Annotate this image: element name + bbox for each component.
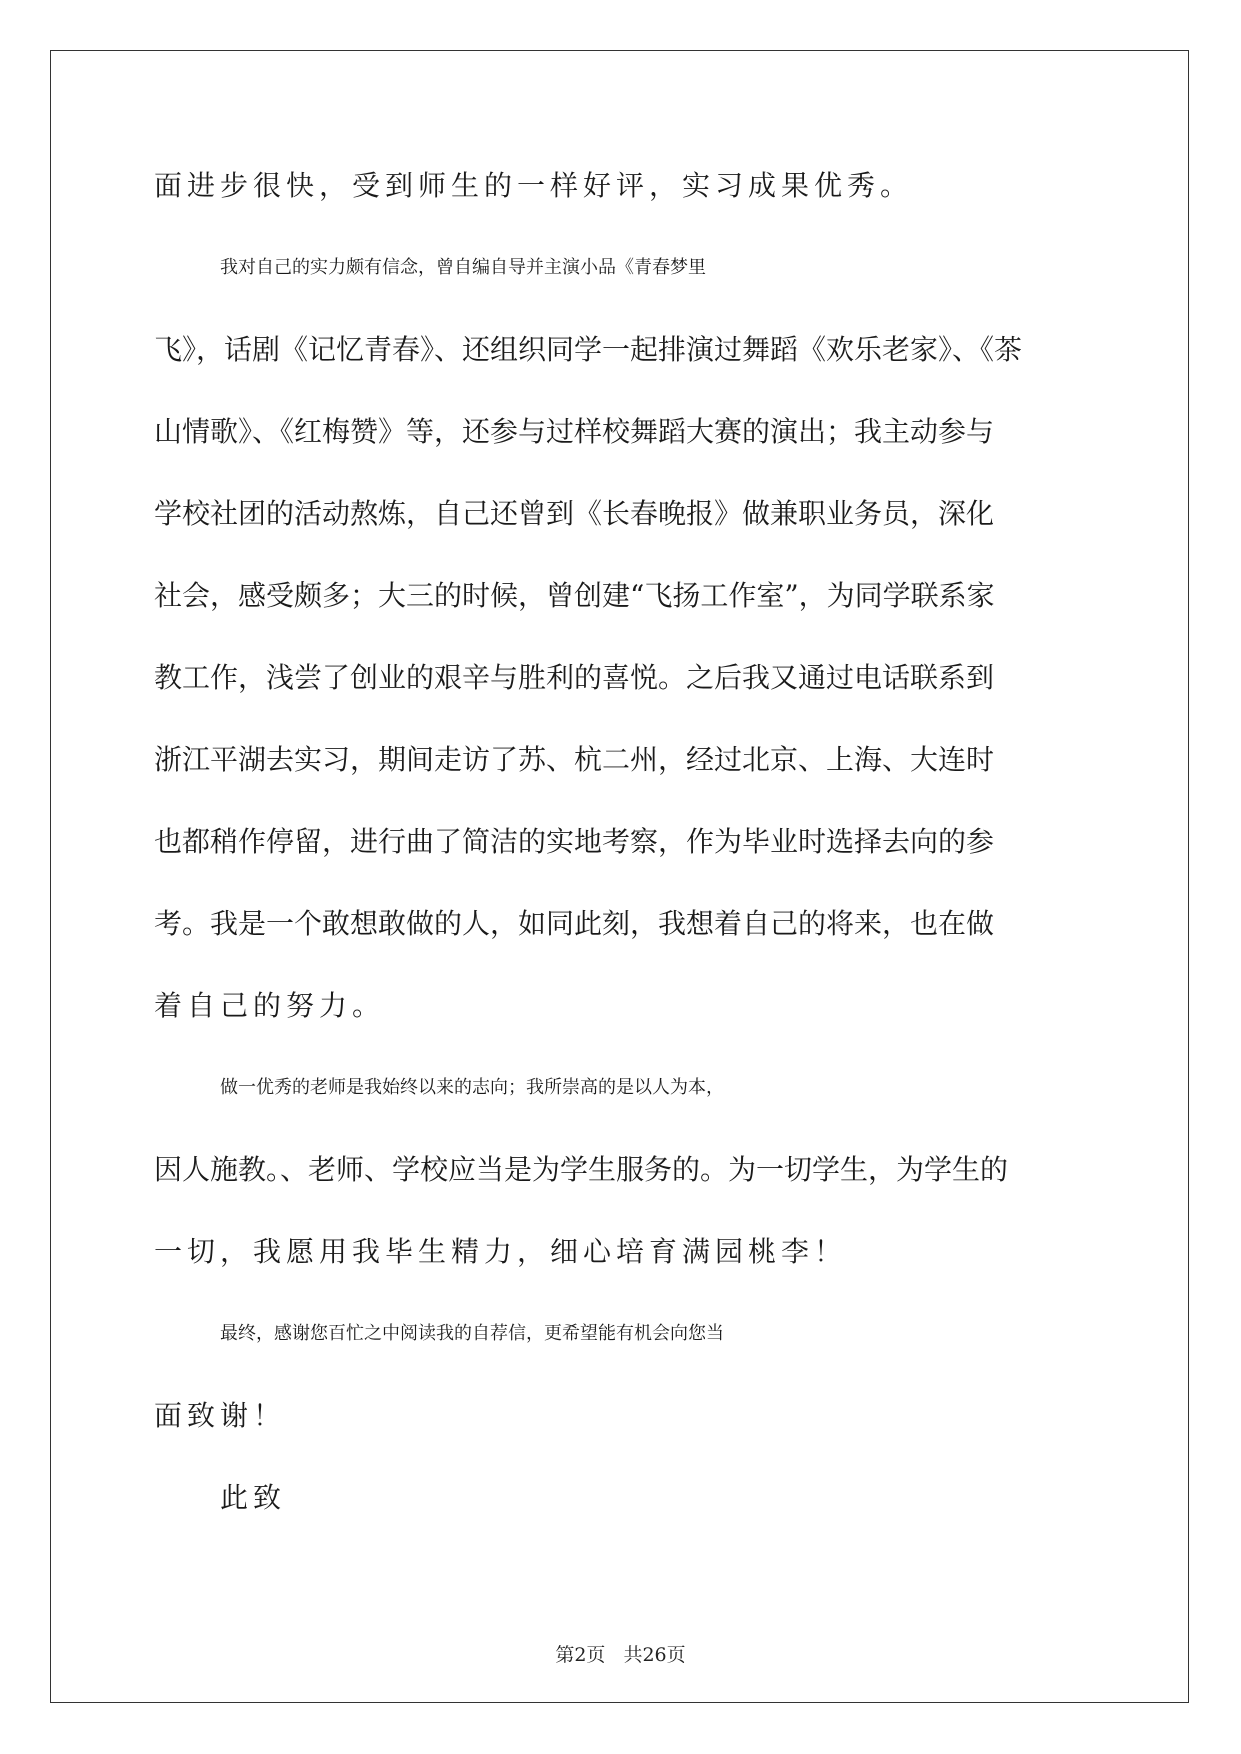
line-text: 此致 <box>220 1481 287 1514</box>
line-text: 山情歌》、《红梅赞》等，还参与过样校舞蹈大赛的演出；我主动参与 <box>154 415 995 448</box>
page-total: 共26页 <box>623 1644 686 1666</box>
line-text: 面致谢！ <box>154 1399 287 1432</box>
line-text: 浙江平湖去实习，期间走访了苏、杭二州，经过北京、上海、大连时 <box>154 743 995 776</box>
text-line-9 <box>154 810 1094 892</box>
text-line-13 <box>154 1138 1094 1220</box>
page-number: 第2页 <box>555 1644 606 1666</box>
text-line-2 <box>154 236 1094 318</box>
letter-body <box>154 154 1094 1548</box>
line-text: 因人施教。、老师、学校应当是为学生服务的。为一切学生，为学生的 <box>154 1153 1009 1186</box>
text-line-17 <box>154 1466 1094 1548</box>
line-text: 社会，感受颇多；大三的时候，曾创建“飞扬工作室”，为同学联系家 <box>154 579 995 612</box>
line-text: 着自己的努力。 <box>154 989 386 1022</box>
text-line-5 <box>154 482 1094 564</box>
line-text: 我对自己的实力颇有信念，曾自编自导并主演小品《青春梦里 <box>220 257 706 278</box>
text-line-3 <box>154 318 1094 400</box>
line-text: 飞》，话剧《记忆青春》、还组织同学一起排演过舞蹈《欢乐老家》、《茶 <box>154 333 1023 366</box>
line-text: 最终，感谢您百忙之中阅读我的自荐信，更希望能有机会向您当 <box>220 1323 724 1344</box>
line-text: 一切，我愿用我毕生精力，细心培育满园桃李！ <box>154 1235 848 1268</box>
text-line-16 <box>154 1384 1094 1466</box>
text-line-14 <box>154 1220 1094 1302</box>
page-footer <box>0 1640 1241 1667</box>
text-line-4 <box>154 400 1094 482</box>
text-line-10 <box>154 892 1094 974</box>
line-text: 面进步很快，受到师生的一样好评，实习成果优秀。 <box>154 169 914 202</box>
text-line-8 <box>154 728 1094 810</box>
text-line-12 <box>154 1056 1094 1138</box>
text-line-15 <box>154 1302 1094 1384</box>
line-text: 做一优秀的老师是我始终以来的志向；我所崇高的是以人为本， <box>220 1077 724 1098</box>
text-line-11 <box>154 974 1094 1056</box>
line-text: 考。我是一个敢想敢做的人，如同此刻，我想着自己的将来，也在做 <box>154 907 995 940</box>
line-text: 教工作，浅尝了创业的艰辛与胜利的喜悦。之后我又通过电话联系到 <box>154 661 995 694</box>
text-line-6 <box>154 564 1094 646</box>
text-line-1 <box>154 154 1094 236</box>
line-text: 也都稍作停留，进行曲了简洁的实地考察，作为毕业时选择去向的参 <box>154 825 995 858</box>
text-line-7 <box>154 646 1094 728</box>
line-text: 学校社团的活动熬炼，自己还曾到《长春晚报》做兼职业务员，深化 <box>154 497 995 530</box>
